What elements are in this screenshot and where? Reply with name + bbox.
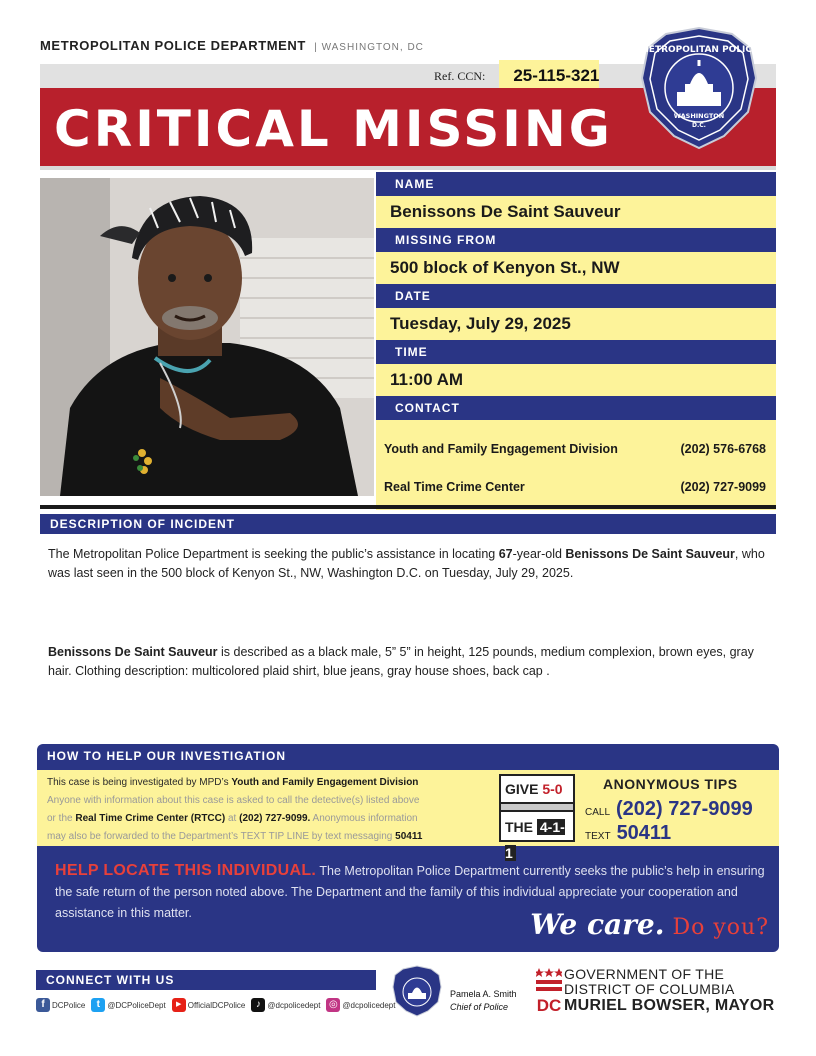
- we-care-slogan: We care. Do you?: [530, 908, 769, 941]
- social-links: [36, 998, 401, 1012]
- help-instructions: This case is being investigated by MPD’s Youth and Family Engagement Division Anyone with information about this case is asked to call the detective(s) listed above or the Real Time Crime Center (RTCC) at (202) 727-9099. Anonymous information may also be forwarded to the Department’s TEXT TIP LINE by text messaging 50411: [47, 777, 423, 842]
- chief-name: Pamela A. Smith: [450, 989, 517, 999]
- police-badge-small-logo: [392, 965, 442, 1017]
- police-badge-logo: [640, 26, 758, 150]
- department-location: | WASHINGTON, DC: [314, 42, 424, 53]
- name-value: Benissons De Saint Sauveur: [376, 196, 776, 228]
- department-header: [40, 38, 424, 53]
- missing-from-label: MISSING FROM: [376, 228, 776, 252]
- svg-text:DC: DC: [536, 996, 562, 1014]
- instagram-link[interactable]: ◎ @dcpolicedept: [326, 998, 395, 1012]
- contact-name: Real Time Crime Center: [384, 480, 525, 494]
- chief-title: Chief of Police: [450, 1002, 509, 1012]
- give-50-the-411-logo: GIVE 5-0 THE 4-1-1: [499, 774, 575, 842]
- contact-row: [384, 430, 766, 468]
- facebook-link[interactable]: f DCPolice: [36, 998, 85, 1012]
- description-paragraph-2: Benissons De Saint Sauveur is described as a black male, 5” 5” in height, 125 pounds, medium complexion, brown eyes, gray hair. Clothing description: multicolored plaid shirt, blue jeans, gray house shoes, back cap .: [48, 645, 754, 678]
- youtube-icon: ▶: [172, 998, 186, 1012]
- mayor-name: MURIEL BOWSER, MAYOR: [564, 997, 775, 1014]
- help-investigation-panel: [37, 744, 779, 952]
- youtube-link[interactable]: ▶ OfficialDCPolice: [172, 998, 246, 1012]
- time-label: TIME: [376, 340, 776, 364]
- divider: [40, 505, 776, 509]
- details-panel: [376, 172, 776, 510]
- date-value: Tuesday, July 29, 2025: [376, 308, 776, 340]
- government-text: GOVERNMENT OF THE DISTRICT OF COLUMBIA: [564, 966, 735, 997]
- missing-from-value: 500 block of Kenyon St., NW: [376, 252, 776, 284]
- chief-signature: [450, 988, 517, 1014]
- twitter-icon: t: [91, 998, 105, 1012]
- department-name: METROPOLITAN POLICE DEPARTMENT: [40, 38, 306, 53]
- missing-person-photo: [40, 178, 374, 496]
- page-title: CRITICAL MISSING: [54, 100, 613, 158]
- contact-label: CONTACT: [376, 396, 776, 420]
- date-label: DATE: [376, 284, 776, 308]
- ref-ccn: [434, 64, 599, 88]
- help-locate-text: HELP LOCATE THIS INDIVIDUAL. The Metropolitan Police Department currently seeks the public’s help in ensuring the safe return of the person noted above. The Department and the family of this individual appreciate your cooperation and assistance in this matter.: [55, 862, 765, 920]
- instagram-icon: ◎: [326, 998, 340, 1012]
- dc-government-logo: [536, 966, 776, 1018]
- contact-phone[interactable]: (202) 576-6768: [680, 442, 766, 456]
- facebook-icon: f: [36, 998, 50, 1012]
- dc-flag-icon: [536, 966, 562, 1014]
- svg-text:METROPOLITAN POLICE: METROPOLITAN POLICE: [640, 45, 758, 55]
- tip-call-line[interactable]: CALL (202) 727-9099: [585, 798, 753, 820]
- help-heading: HOW TO HELP OUR INVESTIGATION: [47, 749, 287, 763]
- tip-text-line[interactable]: TEXT 50411: [585, 822, 672, 844]
- anonymous-tips-title: ANONYMOUS TIPS: [603, 776, 738, 792]
- contact-row: [384, 468, 766, 506]
- svg-text:D.C.: D.C.: [692, 122, 706, 129]
- connect-heading: CONNECT WITH US: [36, 970, 376, 990]
- contact-phone[interactable]: (202) 727-9099: [680, 480, 766, 494]
- tiktok-link[interactable]: ♪ @dcpolicedept: [251, 998, 320, 1012]
- time-value: 11:00 AM: [376, 364, 776, 396]
- help-info-box: [37, 770, 779, 861]
- ref-value: 25-115-321: [499, 60, 599, 92]
- description-heading: DESCRIPTION OF INCIDENT: [40, 514, 776, 534]
- ref-label: Ref. CCN:: [434, 68, 486, 83]
- contact-name: Youth and Family Engagement Division: [384, 442, 618, 456]
- tiktok-icon: ♪: [251, 998, 265, 1012]
- svg-text:WASHINGTON: WASHINGTON: [673, 112, 725, 120]
- twitter-link[interactable]: t @DCPoliceDept: [91, 998, 165, 1012]
- contact-list: [376, 420, 776, 510]
- description-paragraph-1: The Metropolitan Police Department is seeking the public’s assistance in locating 67-year-old Benissons De Saint Sauveur, who was last seen in the 500 block of Kenyon St., NW, Washington D.C. on Tuesday, July 29, 2025.: [48, 547, 765, 580]
- name-label: NAME: [376, 172, 776, 196]
